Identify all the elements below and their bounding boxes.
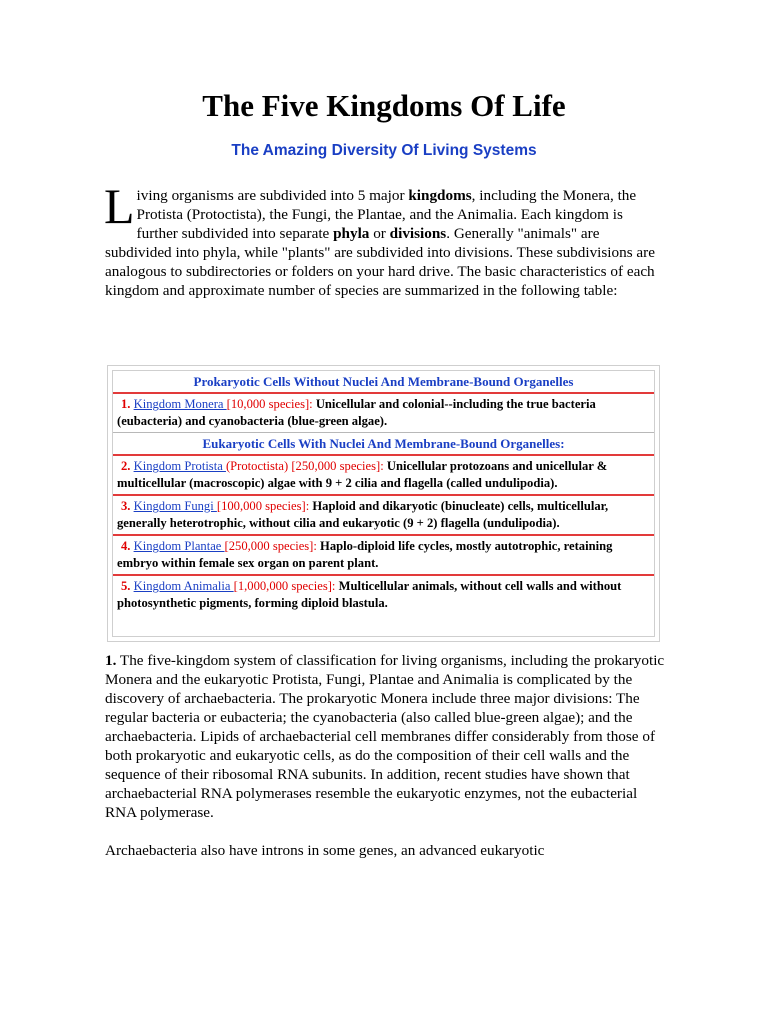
- body-text: [105, 651, 665, 879]
- kingdom-animalia-link[interactable]: Kingdom Animalia: [133, 579, 234, 593]
- intro-bold-divisions: divisions: [389, 225, 447, 242]
- drop-cap: L: [104, 178, 135, 234]
- table-row: [113, 392, 654, 432]
- kingdoms-table-inner: [112, 370, 655, 637]
- row-number: 2.: [121, 459, 134, 473]
- intro-text-4: . Generally "animals" are subdivided into phyla, while "plants" are subdivided into divisions. These subdivisions are analogous to subdirectories or folders on your hard drive. The basic characteristics of each kingdom and approximate number of species are summarized in the following table:: [105, 225, 655, 299]
- kingdoms-table: [107, 365, 660, 642]
- species-count: [10,000 species]:: [226, 397, 316, 411]
- row-description: Unicellular protozoans and unicellular & multicellular (macroscopic) algae with 9 + 2 cilia and flagella (called undulipodia).: [117, 459, 608, 490]
- species-count: [250,000 species]:: [291, 459, 387, 473]
- intro-text-1: iving organisms are subdivided into 5 major: [136, 187, 409, 204]
- row-description: Unicellular and colonial--including the true bacteria (eubacteria) and cyanobacteria (blue-green algae).: [117, 397, 596, 428]
- intro-paragraph: [104, 178, 665, 300]
- table-heading-prokaryotic: Prokaryotic Cells Without Nuclei And Membrane-Bound Organelles: [193, 374, 574, 389]
- table-row: [113, 454, 654, 494]
- table-row: [113, 534, 654, 574]
- intro-text: [104, 178, 665, 300]
- kingdom-protista-link[interactable]: Kingdom Protista: [133, 459, 226, 473]
- paragraph-number: 1.: [105, 652, 117, 669]
- row-number: 4.: [121, 539, 134, 553]
- table-row: [113, 494, 654, 534]
- species-count: [1,000,000 species]:: [233, 579, 339, 593]
- row-number: 5.: [121, 579, 134, 593]
- table-heading-eukaryotic: Eukaryotic Cells With Nuclei And Membrane-Bound Organelles:: [113, 432, 654, 454]
- kingdom-plantae-link[interactable]: Kingdom Plantae: [133, 539, 225, 553]
- page-title: The Five Kingdoms Of Life: [202, 88, 566, 123]
- body-paragraph-2: Archaebacteria also have introns in some genes, an advanced eukaryotic: [105, 842, 545, 859]
- kingdom-fungi-link[interactable]: Kingdom Fungi: [133, 499, 217, 513]
- row-description: Haploid and dikaryotic (binucleate) cells, multicellular, generally heterotrophic, without cilia and eukaryotic (9 + 2) flagella (undulipodia).: [117, 499, 609, 530]
- species-count: [250,000 species]:: [224, 539, 321, 553]
- row-number: 1.: [121, 397, 134, 411]
- intro-text-3: or: [369, 225, 390, 242]
- kingdom-monera-link[interactable]: Kingdom Monera: [133, 397, 227, 411]
- row-description: Haplo-diploid life cycles, mostly autotrophic, retaining embryo within female sex organ on parent plant.: [117, 539, 613, 570]
- body-paragraph-1: [105, 651, 665, 822]
- intro-bold-kingdoms: kingdoms: [408, 187, 472, 204]
- page-subtitle: The Amazing Diversity Of Living Systems: [231, 142, 537, 159]
- paragraph-text: The five-kingdom system of classification for living organisms, including the prokaryotic Monera and the eukaryotic Protista, Fungi, Plantae and Animalia is complicated by the discovery of archaebacteria. The prokaryotic Monera include three major divisions: The regular bacteria or eubacteria; the cyanobacteria (also called blue-green algae); and the archaebacteria. Lipids of archaebacterial cell membranes differ considerably from those of both prokaryotic and eukaryotic cells, as do the composition of their cell walls and the sequence of their ribosomal RNA subunits. In addition, recent studies have shown that archaebacterial RNA polymerases resemble the eukaryotic enzymes, not the eubacterial RNA polymerase.: [105, 652, 665, 821]
- row-number: 3.: [121, 499, 134, 513]
- table-row: [113, 574, 654, 614]
- species-count: [100,000 species]:: [216, 499, 313, 513]
- intro-bold-phyla: phyla: [333, 225, 370, 242]
- row-description: Multicellular animals, without cell walls and without photosynthetic pigments, forming diploid blastula.: [117, 579, 622, 610]
- intro-text-2: , including the Monera, the Protista (Protoctista), the Fungi, the Plantae, and the Animalia. Each kingdom is further subdivided into separate: [136, 187, 637, 242]
- alt-name: (Protoctista): [225, 459, 292, 473]
